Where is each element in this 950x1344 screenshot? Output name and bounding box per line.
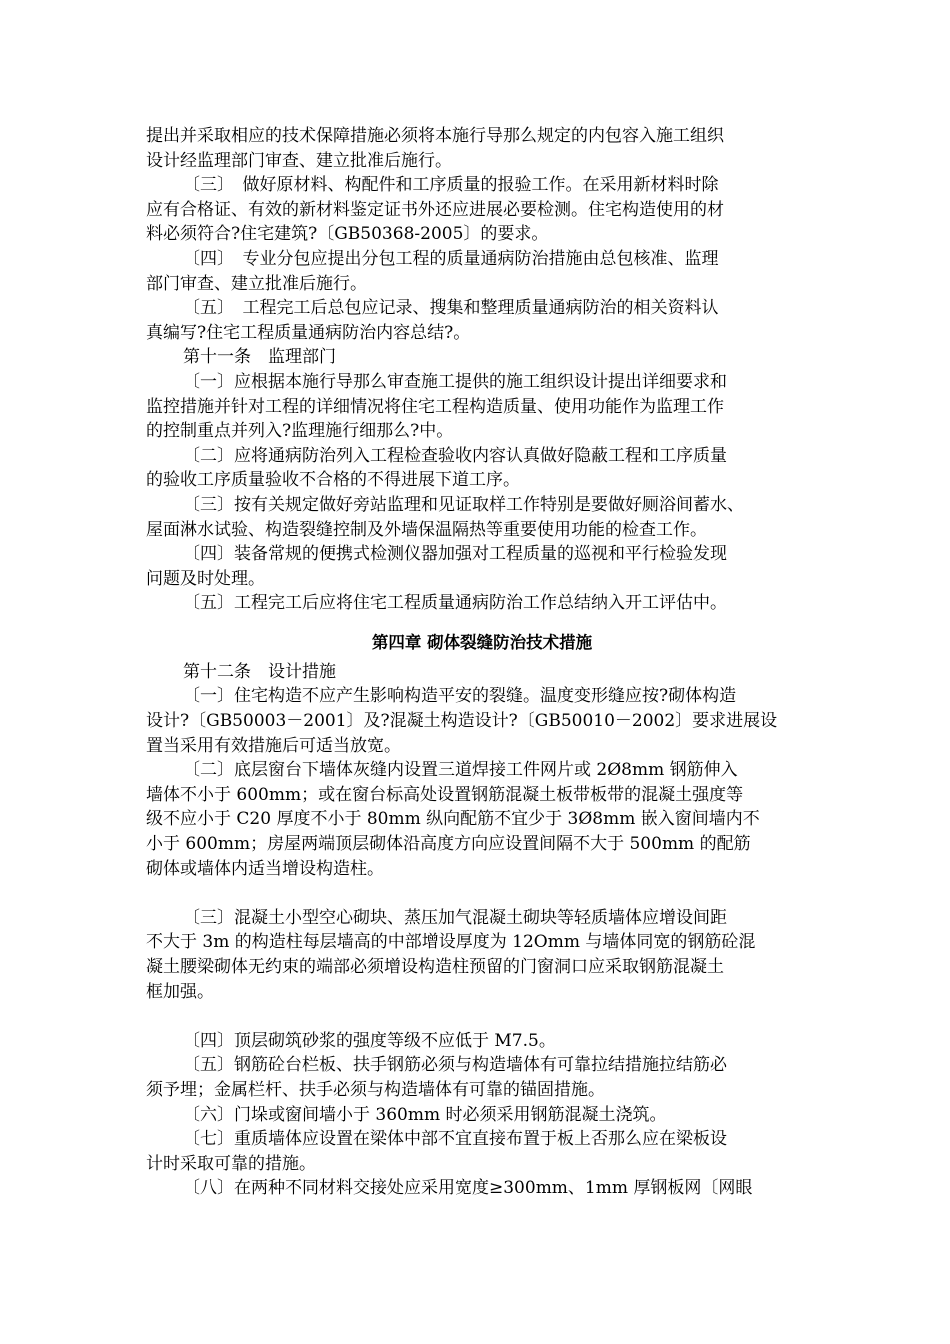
- text-line: 〔三〕按有关规定做好旁站监理和见证取样工作特别是要做好厕浴间蓄水、: [183, 494, 744, 515]
- text-line: 〔六〕门垛或窗间墙小于 360mm 时必须采用钢筋混凝土浇筑。: [183, 1104, 667, 1125]
- text-line: 〔一〕应根据本施行导那么审查施工提供的施工组织设计提出详细要求和: [183, 371, 727, 392]
- text-line: 〔五〕钢筋砼台栏板、扶手钢筋必须与构造墙体有可靠拉结措施拉结筋必: [183, 1055, 727, 1076]
- document-body: [146, 124, 818, 1201]
- text-line: 小于 600mm；房屋两端顶层砌体沿高度方向应设置间隔不大于 500mm 的配筋: [146, 834, 751, 855]
- text-line: 的验收工序质量验收不合格的不得进展下道工序。: [146, 470, 520, 491]
- text-line: 墙体不小于 600mm；或在窗台标高处设置钢筋混凝土板带板带的混凝土强度等: [146, 784, 744, 805]
- text-line: 〔四〕顶层砌筑砂浆的强度等级不应低于 M7.5。: [183, 1030, 556, 1051]
- text-line: 〔八〕在两种不同材料交接处应采用宽度≥300mm、1mm 厚钢板网〔网眼: [183, 1178, 753, 1199]
- text-line: 提出并采取相应的技术保障措施必须将本施行导那么规定的内包容入施工组织: [146, 126, 724, 146]
- text-line: 设计?〔GB50003－2001〕及?混凝土构造设计?〔GB50010－2002〕要求进展设: [146, 711, 778, 732]
- text-line: 〔二〕应将通病防治列入工程检查验收内容认真做好隐蔽工程和工序质量: [183, 445, 727, 466]
- text-line: 〔三〕混凝土小型空心砌块、蒸压加气混凝土砌块等轻质墙体应增设间距: [183, 907, 727, 928]
- text-line: 级不应小于 C20 厚度不小于 80mm 纵向配筋不宜少于 3Ø8mm 嵌入窗间墙内不: [146, 809, 760, 830]
- text-line: 砌体或墙体内适当增设构造柱。: [146, 858, 384, 879]
- text-line: 框加强。: [146, 981, 214, 1002]
- text-line: 应有合格证、有效的新材料鉴定证书外还应进展必要检测。住宅构造使用的材: [146, 199, 724, 220]
- text-line: 凝土腰梁砌体无约束的端部必须增设构造柱预留的门窗洞口应采取钢筋混凝土: [146, 957, 724, 977]
- text-line: 设计经监理部门审查、建立批准后施行。: [146, 150, 452, 171]
- text-line: 〔五〕工程完工后应将住宅工程质量通病防治工作总结纳入开工评估中。: [183, 593, 727, 614]
- text-line: 真编写?住宅工程质量通病防治内容总结?。: [146, 322, 471, 343]
- spacer: [146, 881, 818, 906]
- text-line: 〔四〕装备常规的便携式检测仪器加强对工程质量的巡视和平行检验发现: [183, 544, 727, 565]
- text-line: 屋面淋水试验、构造裂缝控制及外墙保温隔热等重要使用功能的检查工作。: [146, 519, 707, 540]
- text-line: 部门审查、建立批准后施行。: [146, 273, 367, 294]
- section-heading: 第十二条 设计措施: [183, 661, 336, 682]
- text-line: 料必须符合?住宅建筑?〔GB50368-2005〕的要求。: [146, 224, 549, 245]
- text-line: 计时采取可靠的措施。: [146, 1153, 316, 1174]
- text-line: 问题及时处理。: [146, 568, 265, 589]
- text-line: 〔四〕 专业分包应提出分包工程的质量通病防治措施由总包核准、监理: [183, 248, 719, 269]
- section-heading: 第十一条 监理部门: [183, 347, 336, 368]
- text-line: 置当采用有效措施后可适当放宽。: [146, 735, 401, 756]
- text-line: 〔五〕 工程完工后总包应记录、搜集和整理质量通病防治的相关资料认: [183, 298, 719, 319]
- text-line: 的控制重点并列入?监理施行细那么?中。: [146, 421, 454, 442]
- text-line: 监控措施并针对工程的详细情况将住宅工程构造质量、使用功能作为监理工作: [146, 396, 724, 417]
- text-line: 〔七〕重质墙体应设置在梁体中部不宜直接布置于板上否那么应在梁板设: [183, 1129, 727, 1150]
- text-line: 须予埋；金属栏杆、扶手必须与构造墙体有可靠的锚固措施。: [146, 1079, 605, 1100]
- text-line: 〔一〕住宅构造不应产生影响构造平安的裂缝。温度变形缝应按?砌体构造: [183, 686, 737, 707]
- text-line: 〔三〕 做好原材料、构配件和工序质量的报验工作。在采用新材料时除: [183, 175, 719, 196]
- spacer: [146, 1004, 818, 1029]
- text-line: 不大于 3m 的构造柱每层墙高的中部增设厚度为 12Omm 与墙体同宽的钢筋砼混: [146, 932, 756, 953]
- chapter-title: 第四章 砌体裂缝防治技术措施: [371, 632, 593, 652]
- text-line: 〔二〕底层窗台下墙体灰缝内设置三道焊接工件网片或 2Ø8mm 钢筋伸入: [183, 760, 738, 781]
